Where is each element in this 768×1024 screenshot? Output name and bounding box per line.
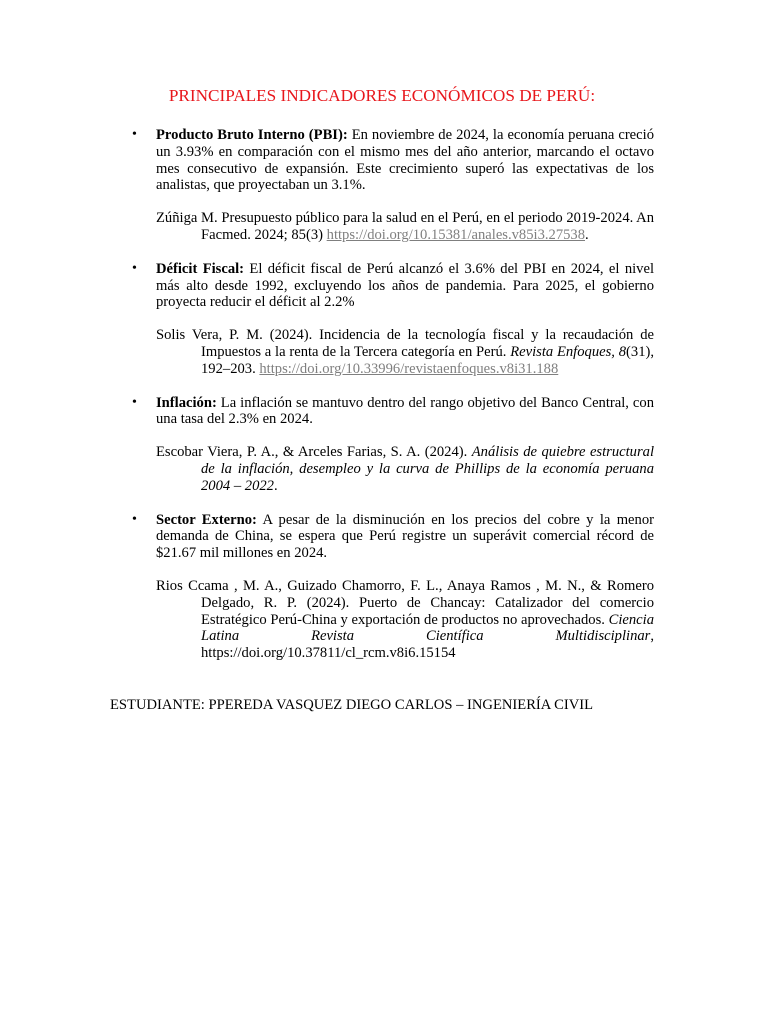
list-item-pbi [132,127,654,244]
indicator-text: A pesar de la disminución en los precios del cobre y la menor demanda de China, se espera que Perú registre un superávit comercial récord de $21.67 mil millones en 2024. [156,511,654,562]
reference-link[interactable]: https://doi.org/10.15381/anales.v85i3.27538 [326,226,586,243]
indicator-text: En noviembre de 2024, la economía peruana creció un 3.93% en comparación con el mismo mes del año anterior, marcando el octavo mes consecutivo de expansión. Este crecimiento superó las expectativas de los analistas, que proyectaban un 3.1%. [156,127,654,194]
reference [156,578,654,662]
indicator-list [132,127,654,662]
list-item-deficit [132,260,654,378]
indicator-heading: Sector Externo: [156,511,257,528]
reference-text: Solis Vera, P. M. (2024). Incidencia de la tecnología fiscal y la recaudación de Impuestos a la renta de la Tercera categoría en Perú. [156,327,654,360]
reference-journal: Ciencia Latina Revista Científica Multidisciplinar [201,611,654,645]
reference-title: Análisis de quiebre estructural de la inflación, desempleo y la curva de Phillips de la economía peruana 2004 – 2022 [201,444,654,494]
spacer [156,378,654,395]
bullet-icon: • [132,260,137,276]
reference-text: Rios Ccama , M. A., Guizado Chamorro, F. L., Anaya Ramos , M. N., & Romero Delgado, R. P. (2024). Puerto de Chancay: Catalizador del comercio Estratégico Perú-China y exportación de productos no aprovechados. [156,577,654,628]
reference-link[interactable]: https://doi.org/10.33996/revistaenfoques.v8i31.188 [259,360,559,377]
indicator-text: El déficit fiscal de Perú alcanzó el 3.6% del PBI en 2024, el nivel más alto desde 1992, excluyendo los años de pandemia. Para 2025, el gobierno proyecta reducir el déficit al 2.2% [156,260,654,311]
indicator-text: La inflación se mantuvo dentro del rango objetivo del Banco Central, con una tasa del 2.3% en 2024. [156,394,654,428]
indicator-heading: Déficit Fiscal: [156,260,245,277]
indicator-heading: Producto Bruto Interno (PBI): [156,127,348,143]
indicator-paragraph [156,395,654,429]
spacer [156,495,654,512]
bullet-icon: • [132,511,137,527]
bullet-icon: • [132,394,137,410]
reference-tail: . [585,226,589,243]
reference [156,210,654,244]
page-title: PRINCIPALES INDICADORES ECONÓMICOS DE PERÚ: [168,86,596,105]
reference-volume: (31), 192–203. [201,343,654,377]
reference-text: Escobar Viera, P. A., & Arceles Farias, S. A. (2024). [156,444,472,461]
list-item-inflacion [132,394,654,495]
student-line: ESTUDIANTE: PPEREDA VASQUEZ DIEGO CARLOS – INGENIERÍA CIVIL [110,697,594,713]
reference-journal: Revista Enfoques, 8 [510,343,627,360]
reference-tail: . [273,477,278,494]
reference [156,327,654,377]
indicator-paragraph [156,127,654,194]
indicator-heading: Inflación: [156,394,217,411]
reference [156,444,654,494]
bullet-icon: • [132,127,137,142]
spacer [156,244,654,261]
indicator-paragraph [156,261,654,311]
reference-tail: , https://doi.org/10.37811/cl_rcm.v8i6.15154 [201,628,654,662]
list-item-sector-externo [132,511,654,662]
indicator-paragraph [156,512,654,562]
reference-text: Zúñiga M. Presupuesto público para la salud en el Perú, en el periodo 2019-2024. An Facmed. 2024; 85(3) [156,210,654,243]
